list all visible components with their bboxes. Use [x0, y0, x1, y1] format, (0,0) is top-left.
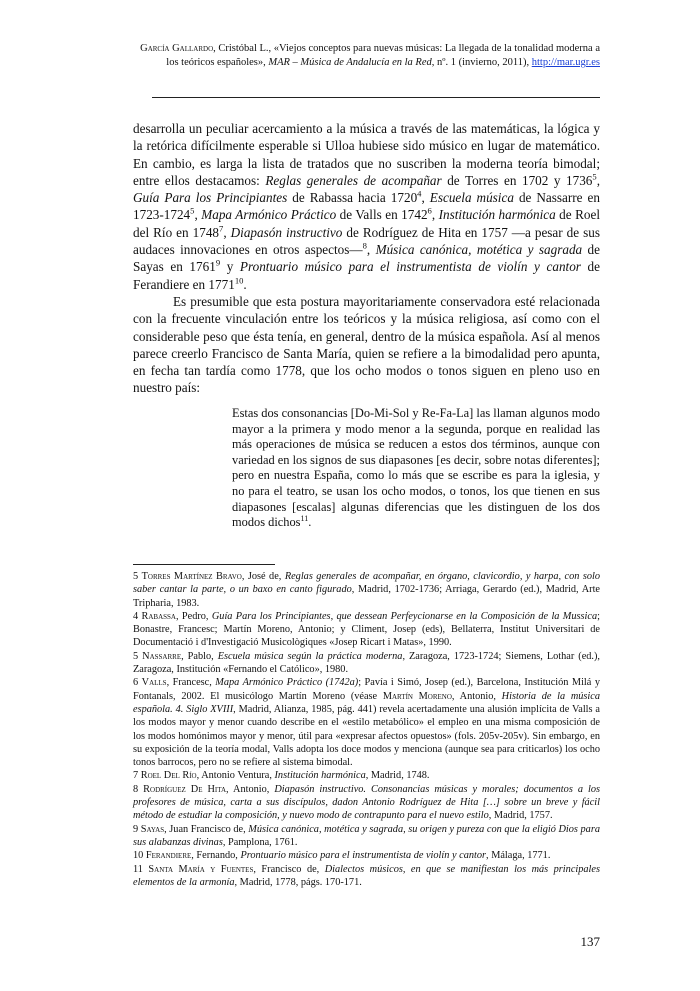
text-run: Escuela música según la práctica moderna [217, 650, 403, 662]
footnote-11 [133, 863, 600, 890]
text-run: , [596, 172, 600, 188]
text-run: Mapa Armónico Práctico [201, 207, 337, 223]
text-run: , Pamplona, 1761. [222, 836, 298, 848]
text-run: , Málaga, 1771. [486, 850, 551, 862]
text-run: de Valls en 1742 [336, 207, 428, 223]
text-run: , Pablo, [181, 650, 218, 662]
footnote-5 [133, 650, 600, 677]
block-quote [232, 406, 600, 531]
text-run: de Nassarre en 1723-1724 [133, 190, 600, 223]
text-run: Nassarre [142, 650, 182, 662]
header-rule [152, 97, 600, 98]
running-header [130, 42, 600, 70]
text-run: 5 [133, 571, 142, 582]
text-run: , José de, [241, 571, 285, 582]
page-number: 137 [580, 934, 600, 949]
main-text [133, 120, 600, 397]
text-run: Torres Martínez Bravo [141, 571, 242, 582]
text-run: 11 [133, 863, 149, 875]
text-run: Rabassa [141, 610, 176, 622]
text-run: y [220, 259, 240, 275]
text-run: Mapa Armónico Práctico (1742a) [215, 677, 359, 689]
text-run: Es presumible que esta postura mayoritariamente conservadora esté relacionada con la frecuente vinculación entre los teóricos y la música religiosa, así como con el considerable peso que ésta tenía, en general, dentro de la música española. Así al menos parece creerlo Francisco de Santa María, quien se refiere a la bimodalidad pero apunta, en fecha tan tardía como 1778, que los ocho modos o tonos siguen en pleno uso en nuestro país: [133, 293, 600, 396]
text-run: , [223, 224, 231, 240]
text-run: Guía Para los Principiantes, que dessean Perfeycionarse en la Composición de la Mussica [211, 610, 598, 622]
text-run: de Roel del Río en 1748 [133, 207, 601, 240]
text-run: Ferandiere [145, 850, 192, 862]
text-run: de Rodríguez de Hita en 1757 —a pesar de sus audaces innovaciones en otros aspectos— [133, 224, 600, 258]
footnote-ref: 7 [219, 223, 224, 234]
footnote-10 [133, 849, 600, 862]
text-run: , Madrid, 1748. [365, 770, 430, 782]
text-run: ; Bonastre, Francesc; Martín Moreno, Antonio; y Climent, Josep (eds), Bellaterra, Institut Universitari de Documentació i d'Investigació Musicològiques «Josep Ricart i Matas», 1990. [133, 610, 600, 649]
text-run: , Antonio Ventura, [196, 770, 275, 782]
text-run: 9 [133, 823, 141, 835]
footnote-9 [133, 823, 600, 850]
text-run: Sayas [140, 823, 165, 835]
footnote-ref: 10 [234, 275, 244, 286]
text-run: Martín Moreno [382, 690, 452, 702]
text-run: Dialectos músicos, en que se manifiestan los más principales elementos de la armonía [133, 863, 600, 888]
text-run: , Juan Francisco de, [164, 823, 249, 835]
text-run: Guía Para los Principiantes [133, 190, 288, 206]
text-run: , [421, 190, 430, 206]
text-run: , Madrid, Alianza, 1985, pág. 441) revela acertadamente una alusión implícita de Valls a los modos mayor y menor cuando describe en el «estilo metabólico» el empleo en una misma composición de los modos homónimos mayor y menor, útil para «expresar afectos opuestos» (fols. 205v-205v). Sin embargo, en su exposición de la teoría modal, Valls adopta los doce modos y menciona (aunque sea para criticarlos) los ocho tonos barrocos, pero no se refiere al sistema bimodal. [133, 703, 600, 769]
footnote-ref: 9 [215, 257, 221, 268]
text-run: Reglas generales de acompañar [265, 172, 442, 188]
footnote-ref: 4 [417, 188, 422, 199]
text-run: Institución harmónica [438, 207, 556, 223]
text-run: , [366, 242, 376, 258]
text-run: Institución harmónica [274, 770, 366, 782]
text-run: 4 [133, 610, 142, 622]
text-run: Prontuario músico para el instrumentista de violín y cantor [239, 259, 581, 275]
text-run: , Madrid, 1778, págs. 170-171. [234, 876, 362, 888]
footnote-7 [133, 769, 600, 782]
text-run: Estas dos consonancias [Do-Mi-Sol y Re-Fa-La] las llaman algunos modo mayor a la primera y modo menor a la segunda, porque en realidad las más operaciones de música se reducen a estos dos términos, aunque con variedad en los signos de sus diapasones [es decir, sobre notas diferentes]; pero en nuestra España, como lo más que se escribe es para la iglesia, y no para el teatro, se usan los ocho modos, o tonos, los que tienen en sus diapasones [escalas] algunas diferencias que les distinguen de los dos modos dichos [232, 406, 600, 530]
text-run: , Madrid, 1757. [488, 810, 553, 822]
text-run: ; Pavía i Simó, Josep (ed.), Barcelona, Institución Milá y Fontanals, 2002. El musicólogo Martín Moreno (véase [133, 677, 600, 702]
text-run: 6 [133, 677, 142, 689]
header-issue: , nº. 1 (invierno, 2011), [431, 57, 532, 68]
text-run: , Francisco de, [253, 863, 325, 875]
paragraph-1 [133, 120, 600, 293]
text-run: de Rabassa hacia 1720 [287, 190, 418, 206]
footnote-rule [133, 564, 275, 565]
footnote-8 [133, 783, 600, 823]
text-run: Santa María y Fuentes [148, 863, 254, 875]
text-run: , Francesc, [166, 677, 216, 689]
footnote-ref: 5 [190, 206, 195, 217]
footnote-ref: 11 [300, 514, 309, 524]
text-run: 10 [133, 850, 146, 862]
text-run: Reglas generales de acompañar, en órgano, clavicordio, y harpa, con solo saber cantar la parte, o un baxo en canto figurado [133, 571, 600, 596]
header-url-link[interactable]: http://mar.ugr.es [531, 57, 600, 68]
text-run: 8 [133, 783, 144, 795]
text-run: de Ferandiere en 1771 [133, 259, 600, 292]
footnote-6 [133, 676, 600, 769]
text-run: 7 [133, 770, 141, 782]
text-run: Diapasón instructivo [230, 224, 343, 240]
text-run: , Zaragoza, 1723-1724; Siemens, Lothar (ed.), Zaragoza, Institución «Fernando el Católico», 1980. [133, 650, 600, 676]
text-run: , Fernando, [191, 850, 241, 862]
text-run: , Antonio, [226, 783, 275, 795]
text-run: . [243, 276, 247, 292]
footnote-ref: 5 [592, 171, 597, 182]
text-run: Valls [141, 677, 167, 689]
footnote-ref: 8 [362, 240, 367, 251]
paragraph-2 [133, 293, 600, 397]
text-run: , [431, 207, 439, 223]
text-run: Prontuario músico para el instrumentista de violín y cantor [240, 850, 487, 862]
footnote-5a [133, 570, 600, 610]
header-citation: , Cristóbal L., «Viejos conceptos para nuevas músicas: La llegada de la tonalidad moderna a los teóricos españoles», [166, 43, 600, 68]
text-run: Diapasón instructivo. Consonancias músicas y morales; documentos a los profesores de música, carta a sus discípulos, dadon Antonio Rodríguez de Hita […] sobre un breve y fácil método de estudiar la composición, y nuevo modo de contrapunto para el nuevo estilo [133, 783, 600, 822]
text-run: desarrolla un peculiar acercamiento a la música a través de las matemáticas, la lógica y la retórica difícilmente esperable si Ulloa hubiese sido músico en lugar de matemático. En cambio, es larga la lista de tratados que no suscriben la moderna teoría bimodal; entre ellos destacamos: [133, 121, 600, 188]
text-run: , Antonio, [451, 690, 502, 702]
text-run: Música canónica, motética y sagrada [375, 242, 583, 258]
text-run: , Madrid, 1702-1736; Arriaga, Gerardo (ed.), Madrid, Arte Tripharia, 1983. [133, 584, 601, 609]
text-run: . [308, 515, 312, 530]
footnotes [133, 570, 600, 889]
header-journal: MAR – Música de Andalucía en la Red [268, 57, 432, 68]
text-run: , Pedro, [176, 610, 212, 622]
footnote-ref: 6 [427, 206, 432, 217]
text-run: Escuela música [429, 190, 514, 206]
text-run: de Sayas en 1761 [133, 242, 601, 275]
text-run: Historia de la música española. 4. Siglo XVIII [133, 690, 601, 715]
footnote-4 [133, 610, 600, 650]
text-run: Rodríguez De Hita [143, 783, 227, 795]
text-run: Música canónica, motética y sagrada, su origen y pureza con que la eligió Dios para sus alabanzas divinas [133, 823, 600, 848]
text-run: , [194, 207, 202, 223]
text-run: Roel Del Río [140, 770, 197, 782]
header-author: García Gallardo [140, 43, 214, 54]
text-run: 5 [133, 650, 143, 662]
text-run: de Torres en 1702 y 1736 [441, 172, 593, 188]
